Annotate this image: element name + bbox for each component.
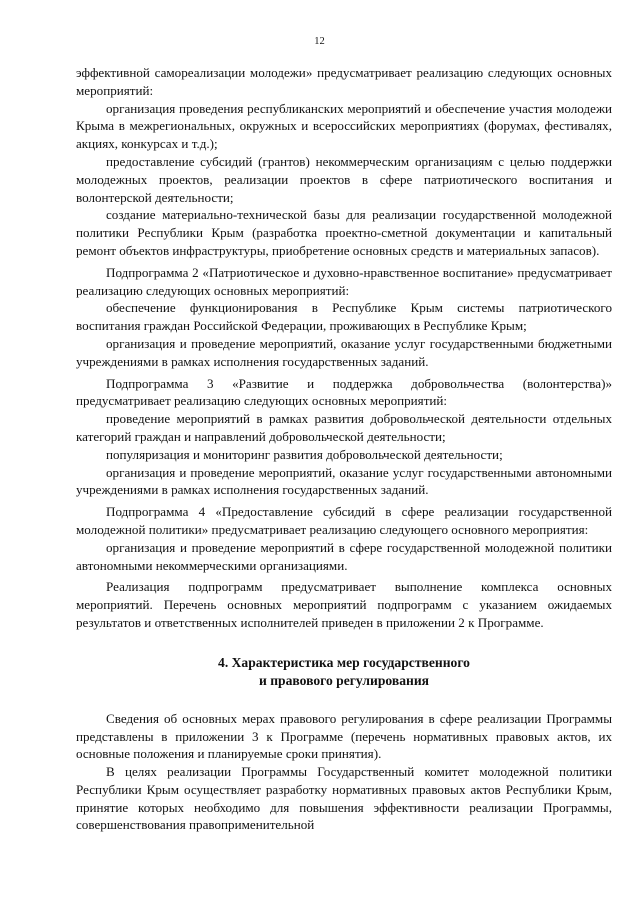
- paragraph: организация проведения республиканских мероприятий и обеспечение участия молодежи Крыма в межрегиональных, окружных и всероссийских мероприятиях (форумах, фестивалях, акциях, конкурсах и т.д.);: [76, 100, 612, 152]
- section-heading-line2: и правового регулирования: [258, 672, 430, 688]
- paragraph: Сведения об основных мерах правового регулирования в сфере реализации Программы представлены в приложении 3 к Программе (перечень нормативных правовых актов, их основные положения и планируемые сроки принятия).: [76, 710, 612, 762]
- section-heading: [76, 654, 612, 690]
- paragraph: обеспечение функционирования в Республике Крым системы патриотического воспитания граждан Российской Федерации, проживающих в Республике Крым;: [76, 300, 612, 334]
- paragraph: предоставление субсидий (грантов) некоммерческим организациям с целью поддержки молодежных проектов, реализации проектов в сфере патриотического воспитания и волонтерской деятельности;: [76, 153, 612, 205]
- paragraph: создание материально-технической базы для реализации государственной молодежной политики Республики Крым (разработка проектно-сметной документации и капитальный ремонт объектов инфраструктуры, приобретение основных средств и материальных запасов).: [76, 207, 612, 258]
- paragraph: Реализация подпрограмм предусматривает выполнение комплекса основных мероприятий. Перечень основных мероприятий подпрограмм с указанием ожидаемых результатов и ответственных исполнителей приведен в приложении 2 к Программе.: [76, 579, 612, 630]
- paragraph: организация и проведение мероприятий, оказание услуг государственными автономными учреждениями в рамках исполнения государственных заданий.: [76, 464, 612, 498]
- paragraph: организация и проведение мероприятий, оказание услуг государственными бюджетными учреждениями в рамках исполнения государственных заданий.: [76, 335, 612, 369]
- paragraph: популяризация и мониторинг развития добровольческой деятельности;: [106, 446, 503, 462]
- paragraph: Подпрограмма 3 «Развитие и поддержка добровольчества (волонтерства)» предусматривает реализацию следующих основных мероприятий:: [76, 375, 612, 409]
- paragraph: В целях реализации Программы Государственный комитет молодежной политики Республики Крым осуществляет разработку нормативных правовых актов Республики Крым, принятие которых необходимо для повышения эффективности реализации Программы, совершенствования правоприменительной: [76, 764, 612, 833]
- section-heading-line1: 4. Характеристика мер государственного: [218, 654, 470, 670]
- paragraph: проведение мероприятий в рамках развития добровольческой деятельности отдельных категорий граждан и направлений добровольческой деятельности;: [76, 411, 612, 444]
- page-number: 12: [314, 36, 325, 47]
- paragraph: эффективной самореализации молодежи» предусматривает реализацию следующих основных мероприятий:: [76, 65, 612, 98]
- paragraph: Подпрограмма 4 «Предоставление субсидий в сфере реализации государственной молодежной политики» предусматривает реализацию следующего основного мероприятия:: [76, 504, 612, 537]
- paragraph: организация и проведение мероприятий в сфере государственной молодежной политики автономными некоммерческими организациями.: [76, 539, 612, 573]
- document-body: [76, 64, 612, 834]
- paragraph: Подпрограмма 2 «Патриотическое и духовно-нравственное воспитание» предусматривает реализацию следующих основных мероприятий:: [76, 264, 612, 298]
